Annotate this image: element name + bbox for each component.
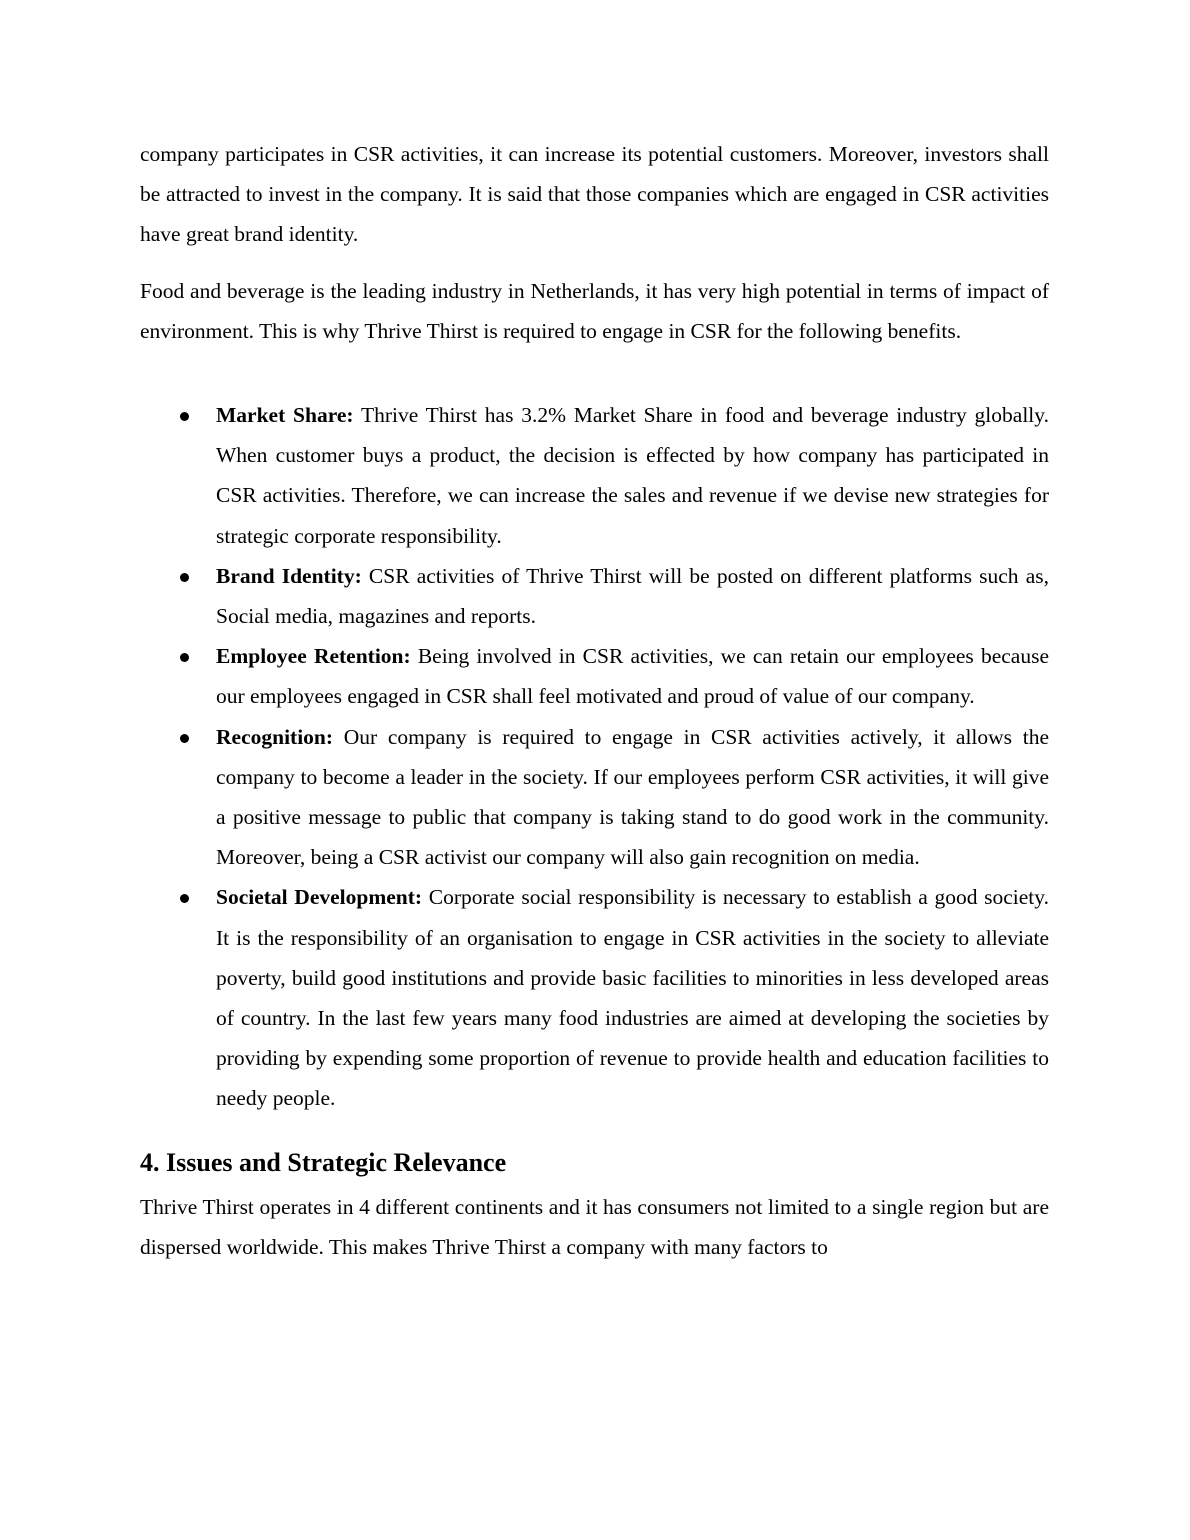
benefit-text: Thrive Thirst has 3.2% Market Share in food and beverage industry globally. When customer buys a product, the decision is effected by how company has participated in CSR activities. Therefore, we can increase the sales and revenue if we devise new strategies for strategic corporate responsibility. [216,403,1049,548]
benefits-list [140,395,1049,1119]
list-item [140,717,1049,878]
bullet-icon [180,573,189,582]
benefit-term: Recognition: [216,724,334,749]
bullet-icon [180,412,189,421]
bullet-icon [180,734,189,743]
body-paragraph: Food and beverage is the leading industry in Netherlands, it has very high potential in terms of impact of environment. This is why Thrive Thirst is required to engage in CSR for the following benefits. [140,278,1049,343]
list-item [140,877,1049,1118]
list-item [140,556,1049,636]
body-paragraph: company participates in CSR activities, it can increase its potential customers. Moreover, investors shall be attracted to invest in the company. It is said that those companies which are engaged in CSR activities have great brand identity. [140,142,1049,247]
benefit-text: Corporate social responsibility is necessary to establish a good society. It is the responsibility of an organisation to engage in CSR activities in the society to alleviate poverty, build good institutions and provide basic facilities to minorities in less developed areas of country. In the last few years many food industries are aimed at developing the societies by providing by expending some proportion of revenue to provide health and education facilities to needy people. [216,885,1050,1111]
benefit-term: Market Share: [216,403,354,428]
bullet-icon [180,894,189,903]
benefit-term: Brand Identity: [216,563,362,588]
bullet-icon [180,653,189,662]
benefit-term: Societal Development: [216,885,423,910]
benefit-text: Being involved in CSR activities, we can retain our employees because our employees engaged in CSR shall feel motivated and proud of value of our company. [216,644,1049,709]
benefit-text: CSR activities of Thrive Thirst will be posted on different platforms such as, Social media, magazines and reports. [216,563,1050,629]
section-paragraph: Thrive Thirst operates in 4 different continents and it has consumers not limited to a single region but are dispersed worldwide. This makes Thrive Thirst a company with many factors to [140,1194,1049,1259]
benefit-term: Employee Retention: [216,644,411,669]
benefit-text: Our company is required to engage in CSR activities actively, it allows the company to become a leader in the society. If our employees perform CSR activities, it will give a positive message to public that company is taking stand to do good work in the community. Moreover, being a CSR activist our company will also gain recognition on media. [216,724,1049,870]
list-item [140,395,1049,556]
document-page [140,134,1049,1267]
list-item [140,636,1049,716]
section-heading: 4. Issues and Strategic Relevance [140,1147,507,1177]
